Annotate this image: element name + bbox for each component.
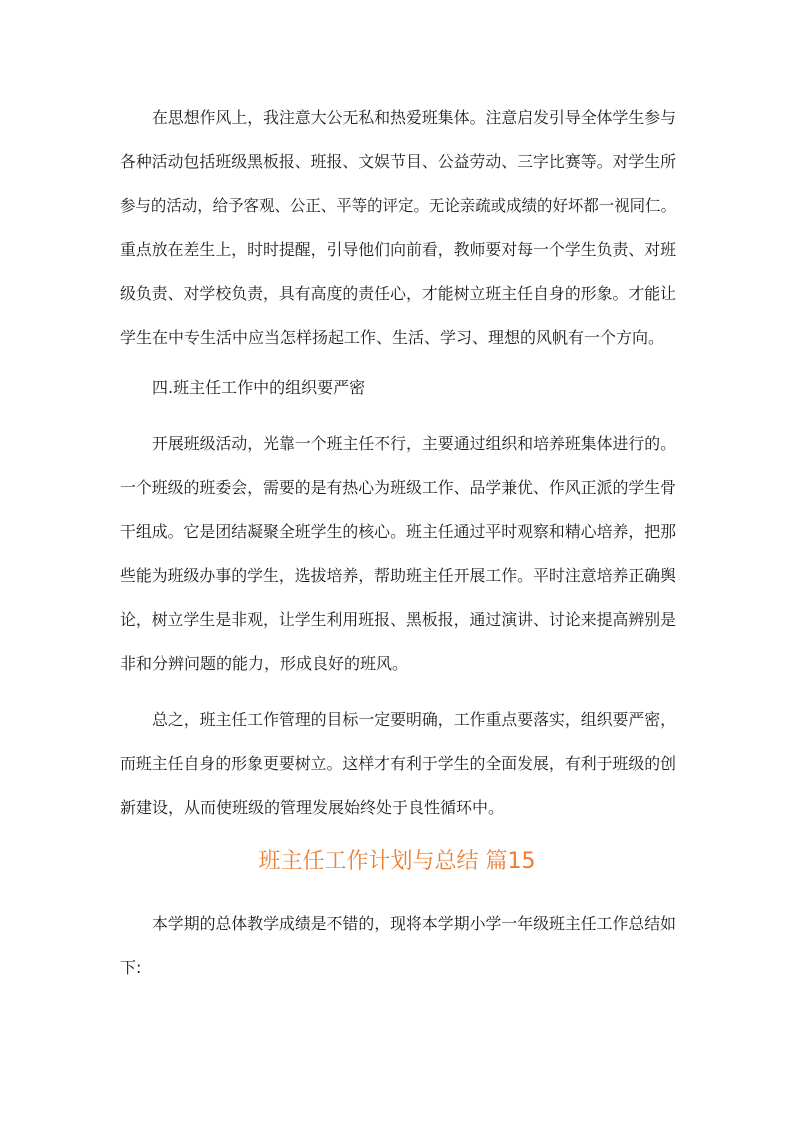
paragraph-line: 学生在中专生活中应当怎样扬起工作、生活、学习、理想的风帆有一个方向。 [120, 328, 665, 347]
paragraph-line: 参与的活动，给予客观、公正、平等的评定。无论亲疏或成绩的好坏都一视同仁。 [120, 196, 677, 215]
paragraph-line: 而班主任自身的形象更要树立。这样才有利于学生的全面发展，有利于班级的创 [120, 754, 677, 773]
paragraph-line: 一个班级的班委会，需要的是有热心为班级工作、品学兼优、作风正派的学生骨 [120, 478, 677, 497]
paragraph-line: 新建设，从而使班级的管理发展始终处于良性循环中。 [120, 798, 505, 817]
paragraph-line: 重点放在差生上，时时提醒，引导他们向前看，教师要对每一个学生负责、对班 [120, 240, 677, 259]
paragraph-line: 在思想作风上，我注意大公无私和热爱班集体。注意启发引导全体学生参与 [152, 108, 677, 127]
paragraph-line: 总之，班主任工作管理的目标一定要明确，工作重点要落实，组织要严密， [152, 710, 677, 729]
paragraph-line: 干组成。它是团结凝聚全班学生的核心。班主任通过平时观察和精心培养，把那 [120, 522, 677, 541]
section-subheading: 四.班主任工作中的组织要严密 [152, 378, 366, 397]
paragraph-line: 开展班级活动，光靠一个班主任不行，主要通过组织和培养班集体进行的。 [152, 434, 677, 453]
paragraph-line: 下: [120, 958, 142, 977]
paragraph-line: 级负责、对学校负责，具有高度的责任心，才能树立班主任自身的形象。才能让 [120, 284, 677, 303]
section-heading: 班主任工作计划与总结 篇15 [258, 849, 536, 874]
paragraph-line: 本学期的总体教学成绩是不错的，现将本学期小学一年级班主任工作总结如 [152, 914, 677, 933]
paragraph-line: 些能为班级办事的学生，选拔培养，帮助班主任开展工作。平时注意培养正确舆 [120, 566, 677, 585]
paragraph-line: 非和分辨问题的能力，形成良好的班风。 [120, 654, 409, 673]
paragraph-line: 论，树立学生是非观，让学生利用班报、黑板报，通过演讲、讨论来提高辨别是 [120, 610, 677, 629]
paragraph-line: 各种活动包括班级黑板报、班报、文娱节目、公益劳动、三字比赛等。对学生所 [120, 152, 677, 171]
